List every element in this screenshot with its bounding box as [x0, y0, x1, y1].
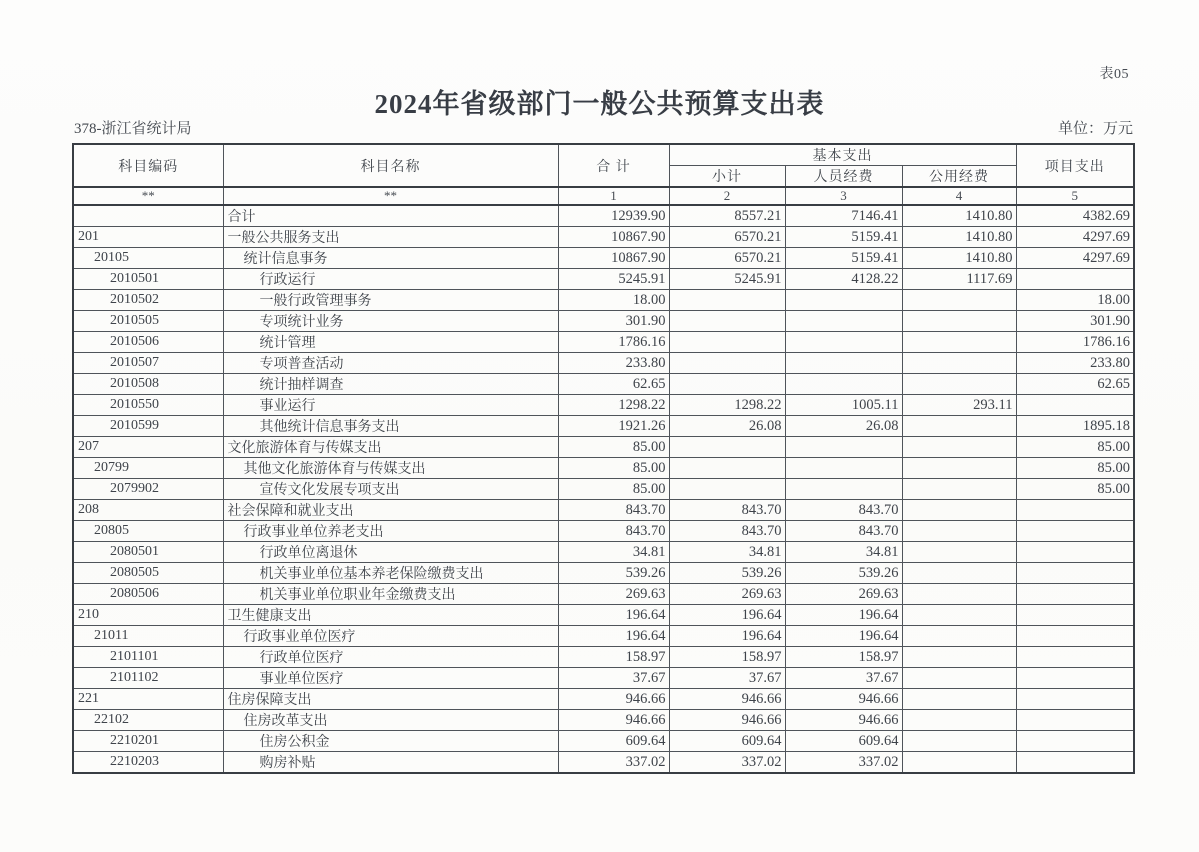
project-expenditure-value-cell: 4297.69	[1016, 227, 1134, 248]
basic-subtotal-value-cell: 34.81	[669, 542, 785, 563]
public-funds-value-cell	[902, 374, 1016, 395]
department-label: 378-浙江省统计局	[74, 121, 192, 137]
basic-subtotal-value-cell: 843.70	[669, 521, 785, 542]
project-expenditure-value-cell: 85.00	[1016, 479, 1134, 500]
project-expenditure-value-cell: 62.65	[1016, 374, 1134, 395]
project-expenditure-value-cell	[1016, 731, 1134, 752]
basic-subtotal-value-cell: 6570.21	[669, 227, 785, 248]
table-row	[73, 248, 1134, 269]
project-expenditure-value-cell	[1016, 710, 1134, 731]
column-index-row	[73, 187, 1134, 205]
subject-code-cell: 21011	[73, 626, 223, 647]
basic-subtotal-value-cell: 1298.22	[669, 395, 785, 416]
total-value-cell: 5245.91	[558, 269, 669, 290]
personnel-funds-value-cell: 269.63	[785, 584, 902, 605]
table-row	[73, 626, 1134, 647]
table-row	[73, 668, 1134, 689]
project-expenditure-value-cell	[1016, 752, 1134, 774]
sheet-number-label: 表05	[1099, 67, 1129, 82]
index-cell: **	[73, 187, 223, 205]
public-funds-value-cell	[902, 731, 1016, 752]
table-index-body	[73, 187, 1134, 205]
public-funds-value-cell	[902, 479, 1016, 500]
project-expenditure-value-cell: 301.90	[1016, 311, 1134, 332]
personnel-funds-value-cell	[785, 437, 902, 458]
total-value-cell: 233.80	[558, 353, 669, 374]
subject-name-cell: 其他统计信息事务支出	[223, 416, 558, 437]
public-funds-value-cell	[902, 689, 1016, 710]
total-value-cell: 843.70	[558, 500, 669, 521]
public-funds-value-cell	[902, 458, 1016, 479]
total-value-cell: 10867.90	[558, 248, 669, 269]
project-expenditure-value-cell: 4382.69	[1016, 205, 1134, 227]
subject-name-cell: 行政单位离退休	[223, 542, 558, 563]
public-funds-value-cell	[902, 500, 1016, 521]
personnel-funds-value-cell: 337.02	[785, 752, 902, 774]
public-funds-value-cell	[902, 311, 1016, 332]
table-row	[73, 479, 1134, 500]
project-expenditure-value-cell	[1016, 500, 1134, 521]
unit-label: 单位：万元	[1057, 121, 1133, 137]
basic-subtotal-value-cell: 337.02	[669, 752, 785, 774]
subject-name-cell: 住房保障支出	[223, 689, 558, 710]
subject-name-cell: 事业运行	[223, 395, 558, 416]
basic-subtotal-value-cell: 6570.21	[669, 248, 785, 269]
project-expenditure-value-cell	[1016, 605, 1134, 626]
subject-name-cell: 专项统计业务	[223, 311, 558, 332]
subject-name-cell: 宣传文化发展专项支出	[223, 479, 558, 500]
table-row	[73, 458, 1134, 479]
personnel-funds-value-cell: 946.66	[785, 689, 902, 710]
project-expenditure-value-cell	[1016, 395, 1134, 416]
table-row	[73, 605, 1134, 626]
table-body	[73, 205, 1134, 773]
total-value-cell: 18.00	[558, 290, 669, 311]
index-cell: **	[223, 187, 558, 205]
total-value-cell: 34.81	[558, 542, 669, 563]
index-cell: 3	[785, 187, 902, 205]
personnel-funds-value-cell: 609.64	[785, 731, 902, 752]
project-expenditure-value-cell: 4297.69	[1016, 248, 1134, 269]
public-funds-value-cell: 1410.80	[902, 205, 1016, 227]
table-row	[73, 647, 1134, 668]
personnel-funds-value-cell	[785, 290, 902, 311]
index-cell: 1	[558, 187, 669, 205]
subject-code-cell: 2079902	[73, 479, 223, 500]
public-funds-value-cell	[902, 647, 1016, 668]
project-expenditure-value-cell	[1016, 626, 1134, 647]
subject-code-cell: 2010508	[73, 374, 223, 395]
personnel-funds-value-cell: 26.08	[785, 416, 902, 437]
total-value-cell: 12939.90	[558, 205, 669, 227]
table-row	[73, 710, 1134, 731]
basic-subtotal-value-cell	[669, 332, 785, 353]
subject-name-cell: 其他文化旅游体育与传媒支出	[223, 458, 558, 479]
basic-subtotal-value-cell	[669, 458, 785, 479]
public-funds-value-cell	[902, 332, 1016, 353]
public-funds-value-cell: 1117.69	[902, 269, 1016, 290]
personnel-funds-value-cell: 843.70	[785, 521, 902, 542]
basic-subtotal-value-cell	[669, 437, 785, 458]
total-value-cell: 196.64	[558, 605, 669, 626]
subject-name-cell: 行政运行	[223, 269, 558, 290]
total-value-cell: 10867.90	[558, 227, 669, 248]
personnel-funds-value-cell: 946.66	[785, 710, 902, 731]
subject-code-cell: 20805	[73, 521, 223, 542]
project-expenditure-value-cell: 1786.16	[1016, 332, 1134, 353]
personnel-funds-value-cell: 7146.41	[785, 205, 902, 227]
subject-name-cell: 行政事业单位医疗	[223, 626, 558, 647]
personnel-funds-value-cell: 843.70	[785, 500, 902, 521]
subject-code-cell: 20105	[73, 248, 223, 269]
project-expenditure-value-cell	[1016, 542, 1134, 563]
public-funds-value-cell	[902, 437, 1016, 458]
subject-code-cell: 2010550	[73, 395, 223, 416]
table-row	[73, 395, 1134, 416]
total-value-cell: 37.67	[558, 668, 669, 689]
subject-code-cell: 2101102	[73, 668, 223, 689]
project-expenditure-value-cell	[1016, 563, 1134, 584]
table-row	[73, 689, 1134, 710]
basic-subtotal-value-cell: 8557.21	[669, 205, 785, 227]
table-row	[73, 353, 1134, 374]
project-expenditure-value-cell	[1016, 689, 1134, 710]
table-row	[73, 416, 1134, 437]
table-row	[73, 563, 1134, 584]
project-expenditure-value-cell	[1016, 584, 1134, 605]
basic-subtotal-value-cell: 539.26	[669, 563, 785, 584]
basic-subtotal-value-cell: 196.64	[669, 626, 785, 647]
subject-name-cell: 行政单位医疗	[223, 647, 558, 668]
subject-name-cell: 行政事业单位养老支出	[223, 521, 558, 542]
personnel-funds-value-cell: 5159.41	[785, 248, 902, 269]
subject-code-cell: 2080506	[73, 584, 223, 605]
table-row	[73, 205, 1134, 227]
personnel-funds-value-cell: 539.26	[785, 563, 902, 584]
public-funds-value-cell	[902, 626, 1016, 647]
personnel-funds-value-cell: 1005.11	[785, 395, 902, 416]
total-value-cell: 946.66	[558, 710, 669, 731]
personnel-funds-value-cell: 196.64	[785, 626, 902, 647]
subject-name-cell: 统计抽样调查	[223, 374, 558, 395]
header-subject-code: 科目编码	[73, 144, 223, 187]
subject-code-cell: 2010505	[73, 311, 223, 332]
total-value-cell: 946.66	[558, 689, 669, 710]
basic-subtotal-value-cell: 158.97	[669, 647, 785, 668]
table-row	[73, 500, 1134, 521]
public-funds-value-cell	[902, 542, 1016, 563]
table-row	[73, 227, 1134, 248]
subject-name-cell: 社会保障和就业支出	[223, 500, 558, 521]
subject-name-cell: 住房改革支出	[223, 710, 558, 731]
index-cell: 5	[1016, 187, 1134, 205]
subject-name-cell: 卫生健康支出	[223, 605, 558, 626]
public-funds-value-cell: 293.11	[902, 395, 1016, 416]
table-row	[73, 374, 1134, 395]
basic-subtotal-value-cell	[669, 479, 785, 500]
subject-name-cell: 一般公共服务支出	[223, 227, 558, 248]
table-row	[73, 269, 1134, 290]
basic-subtotal-value-cell: 5245.91	[669, 269, 785, 290]
subject-name-cell: 统计信息事务	[223, 248, 558, 269]
header-project-expenditure: 项目支出	[1016, 144, 1134, 187]
page-title: 2024年省级部门一般公共预算支出表	[374, 89, 825, 119]
public-funds-value-cell	[902, 521, 1016, 542]
personnel-funds-value-cell	[785, 479, 902, 500]
total-value-cell: 1786.16	[558, 332, 669, 353]
subject-code-cell: 2010506	[73, 332, 223, 353]
subject-name-cell: 一般行政管理事务	[223, 290, 558, 311]
total-value-cell: 62.65	[558, 374, 669, 395]
total-value-cell: 158.97	[558, 647, 669, 668]
subject-code-cell: 22102	[73, 710, 223, 731]
table-row	[73, 332, 1134, 353]
basic-subtotal-value-cell: 37.67	[669, 668, 785, 689]
header-total: 合 计	[558, 144, 669, 187]
table-row	[73, 731, 1134, 752]
index-cell: 2	[669, 187, 785, 205]
table-row	[73, 542, 1134, 563]
subject-name-cell: 事业单位医疗	[223, 668, 558, 689]
subject-code-cell	[73, 205, 223, 227]
total-value-cell: 539.26	[558, 563, 669, 584]
total-value-cell: 196.64	[558, 626, 669, 647]
table-row	[73, 752, 1134, 774]
table-row	[73, 290, 1134, 311]
personnel-funds-value-cell	[785, 332, 902, 353]
public-funds-value-cell	[902, 752, 1016, 774]
header-subject-name: 科目名称	[223, 144, 558, 187]
subject-name-cell: 合计	[223, 205, 558, 227]
subject-name-cell: 统计管理	[223, 332, 558, 353]
personnel-funds-value-cell	[785, 311, 902, 332]
subject-code-cell: 208	[73, 500, 223, 521]
project-expenditure-value-cell	[1016, 269, 1134, 290]
total-value-cell: 337.02	[558, 752, 669, 774]
total-value-cell: 609.64	[558, 731, 669, 752]
subject-code-cell: 2210203	[73, 752, 223, 774]
subject-name-cell: 购房补贴	[223, 752, 558, 774]
basic-subtotal-value-cell: 269.63	[669, 584, 785, 605]
project-expenditure-value-cell: 1895.18	[1016, 416, 1134, 437]
subject-code-cell: 221	[73, 689, 223, 710]
subject-code-cell: 207	[73, 437, 223, 458]
subject-name-cell: 机关事业单位职业年金缴费支出	[223, 584, 558, 605]
personnel-funds-value-cell	[785, 374, 902, 395]
public-funds-value-cell	[902, 584, 1016, 605]
public-funds-value-cell	[902, 290, 1016, 311]
public-funds-value-cell	[902, 563, 1016, 584]
basic-subtotal-value-cell	[669, 311, 785, 332]
subject-code-cell: 2010502	[73, 290, 223, 311]
table-row	[73, 311, 1134, 332]
personnel-funds-value-cell: 5159.41	[785, 227, 902, 248]
personnel-funds-value-cell: 34.81	[785, 542, 902, 563]
basic-subtotal-value-cell: 196.64	[669, 605, 785, 626]
basic-subtotal-value-cell: 609.64	[669, 731, 785, 752]
table-header	[73, 144, 1134, 187]
project-expenditure-value-cell: 85.00	[1016, 458, 1134, 479]
basic-subtotal-value-cell: 843.70	[669, 500, 785, 521]
project-expenditure-value-cell	[1016, 647, 1134, 668]
public-funds-value-cell	[902, 416, 1016, 437]
personnel-funds-value-cell: 196.64	[785, 605, 902, 626]
subject-code-cell: 201	[73, 227, 223, 248]
total-value-cell: 85.00	[558, 458, 669, 479]
subject-code-cell: 2080505	[73, 563, 223, 584]
total-value-cell: 1921.26	[558, 416, 669, 437]
basic-subtotal-value-cell: 26.08	[669, 416, 785, 437]
subject-code-cell: 2080501	[73, 542, 223, 563]
table-row	[73, 521, 1134, 542]
public-funds-value-cell: 1410.80	[902, 248, 1016, 269]
subject-name-cell: 机关事业单位基本养老保险缴费支出	[223, 563, 558, 584]
subject-code-cell: 2210201	[73, 731, 223, 752]
public-funds-value-cell	[902, 710, 1016, 731]
header-basic-expenditure-group: 基本支出	[669, 144, 1016, 166]
subject-name-cell: 文化旅游体育与传媒支出	[223, 437, 558, 458]
subject-code-cell: 2010599	[73, 416, 223, 437]
subject-code-cell: 20799	[73, 458, 223, 479]
subject-code-cell: 2010507	[73, 353, 223, 374]
table-row	[73, 584, 1134, 605]
personnel-funds-value-cell: 37.67	[785, 668, 902, 689]
project-expenditure-value-cell	[1016, 521, 1134, 542]
basic-subtotal-value-cell: 946.66	[669, 710, 785, 731]
total-value-cell: 843.70	[558, 521, 669, 542]
public-funds-value-cell	[902, 668, 1016, 689]
basic-subtotal-value-cell	[669, 353, 785, 374]
subject-name-cell: 专项普查活动	[223, 353, 558, 374]
public-funds-value-cell	[902, 353, 1016, 374]
personnel-funds-value-cell	[785, 458, 902, 479]
subject-name-cell: 住房公积金	[223, 731, 558, 752]
subject-code-cell: 2101101	[73, 647, 223, 668]
project-expenditure-value-cell: 18.00	[1016, 290, 1134, 311]
personnel-funds-value-cell: 4128.22	[785, 269, 902, 290]
personnel-funds-value-cell: 158.97	[785, 647, 902, 668]
project-expenditure-value-cell	[1016, 668, 1134, 689]
total-value-cell: 301.90	[558, 311, 669, 332]
table-meta-row	[74, 117, 1133, 138]
index-cell: 4	[902, 187, 1016, 205]
public-funds-value-cell	[902, 605, 1016, 626]
basic-subtotal-value-cell	[669, 290, 785, 311]
public-funds-value-cell: 1410.80	[902, 227, 1016, 248]
total-value-cell: 269.63	[558, 584, 669, 605]
project-expenditure-value-cell: 85.00	[1016, 437, 1134, 458]
project-expenditure-value-cell: 233.80	[1016, 353, 1134, 374]
total-value-cell: 85.00	[558, 479, 669, 500]
header-public-funds: 公用经费	[902, 166, 1016, 188]
budget-expenditure-table	[72, 143, 1135, 774]
table-row	[73, 437, 1134, 458]
personnel-funds-value-cell	[785, 353, 902, 374]
header-personnel-funds: 人员经费	[785, 166, 902, 188]
total-value-cell: 1298.22	[558, 395, 669, 416]
basic-subtotal-value-cell	[669, 374, 785, 395]
total-value-cell: 85.00	[558, 437, 669, 458]
header-basic-subtotal: 小计	[669, 166, 785, 188]
subject-code-cell: 210	[73, 605, 223, 626]
subject-code-cell: 2010501	[73, 269, 223, 290]
basic-subtotal-value-cell: 946.66	[669, 689, 785, 710]
